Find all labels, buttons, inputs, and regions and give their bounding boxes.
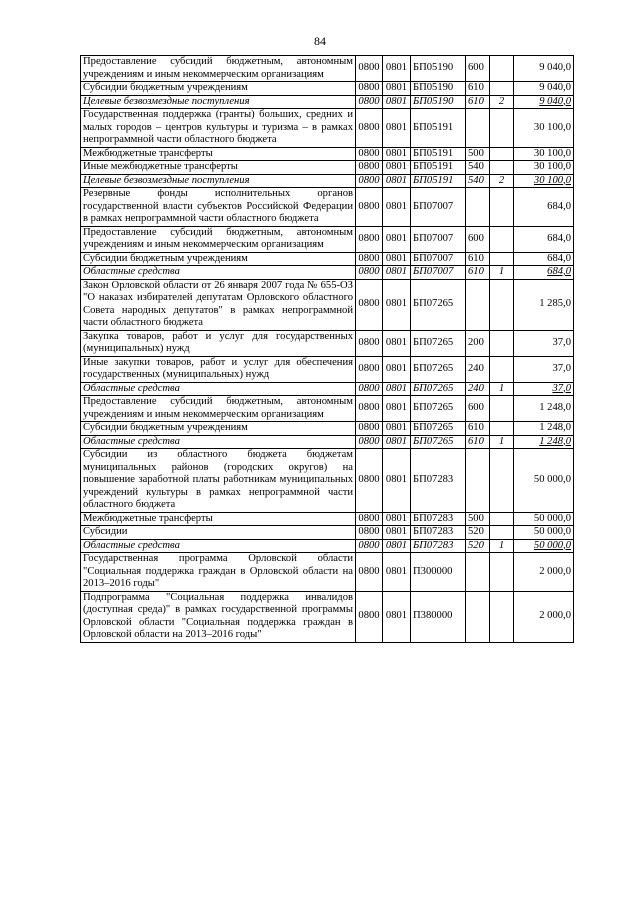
row-target-article-code: БП07265 xyxy=(411,330,466,356)
row-subsection-code: 0801 xyxy=(383,147,411,161)
row-section-code: 0800 xyxy=(356,147,383,161)
row-target-article-code: БП07007 xyxy=(411,266,466,280)
table-row xyxy=(81,147,574,161)
row-source-code xyxy=(490,330,514,356)
row-section-code: 0800 xyxy=(356,512,383,526)
row-subsection-code: 0801 xyxy=(383,174,411,188)
row-name-cell: Резервные фонды исполнительных органов государственной власти субъектов Российской Федерации в рамках непрограммной части областного бюджета xyxy=(81,188,356,227)
table-row xyxy=(81,188,574,227)
row-expense-type-code: 610 xyxy=(466,422,490,436)
row-section-code: 0800 xyxy=(356,161,383,175)
table-row xyxy=(81,591,574,642)
row-name-cell: Целевые безвозмездные поступления xyxy=(81,174,356,188)
row-subsection-code: 0801 xyxy=(383,591,411,642)
row-target-article-code: БП07007 xyxy=(411,252,466,266)
row-section-code: 0800 xyxy=(356,396,383,422)
row-subsection-code: 0801 xyxy=(383,56,411,82)
row-source-code: 2 xyxy=(490,95,514,109)
row-name-cell: Иные закупки товаров, работ и услуг для обеспечения государственных (муниципальных) нужд xyxy=(81,356,356,382)
row-subsection-code: 0801 xyxy=(383,161,411,175)
table-row xyxy=(81,539,574,553)
row-section-code: 0800 xyxy=(356,109,383,148)
row-target-article-code: БП05190 xyxy=(411,95,466,109)
row-expense-type-code: 540 xyxy=(466,161,490,175)
row-name-cell: Иные межбюджетные трансферты xyxy=(81,161,356,175)
row-name-cell: Предоставление субсидий бюджетным, автономным учреждениям и иным некоммерческим организациям xyxy=(81,226,356,252)
table-row xyxy=(81,526,574,540)
row-section-code: 0800 xyxy=(356,266,383,280)
table-row xyxy=(81,174,574,188)
row-section-code: 0800 xyxy=(356,226,383,252)
row-expense-type-code: 200 xyxy=(466,330,490,356)
row-target-article-code: БП07265 xyxy=(411,279,466,330)
row-name-cell: Закон Орловской области от 26 января 2007 года № 655-ОЗ "О наказах избирателей депутатам Орловского областного Совета народных депутатов" в рамках непрограммной части областного бюджета xyxy=(81,279,356,330)
row-section-code: 0800 xyxy=(356,356,383,382)
row-target-article-code: БП07283 xyxy=(411,449,466,513)
row-source-code xyxy=(490,422,514,436)
row-subsection-code: 0801 xyxy=(383,252,411,266)
row-target-article-code: БП05191 xyxy=(411,147,466,161)
row-source-code xyxy=(490,252,514,266)
row-source-code: 1 xyxy=(490,266,514,280)
row-subsection-code: 0801 xyxy=(383,422,411,436)
table-row xyxy=(81,161,574,175)
table-row xyxy=(81,82,574,96)
budget-table xyxy=(80,55,574,643)
row-target-article-code: БП07265 xyxy=(411,356,466,382)
row-section-code: 0800 xyxy=(356,174,383,188)
row-source-code xyxy=(490,356,514,382)
row-name-cell: Предоставление субсидий бюджетным, автономным учреждениям и иным некоммерческим организациям xyxy=(81,56,356,82)
row-section-code: 0800 xyxy=(356,382,383,396)
row-amount: 9 040,0 xyxy=(514,56,574,82)
row-target-article-code: БП07283 xyxy=(411,512,466,526)
row-name-cell: Государственная поддержка (гранты) больших, средних и малых городов – центров культуры и туризма – в рамках непрограммной части областного бюджета xyxy=(81,109,356,148)
row-section-code: 0800 xyxy=(356,526,383,540)
table-row xyxy=(81,252,574,266)
row-expense-type-code: 520 xyxy=(466,539,490,553)
row-subsection-code: 0801 xyxy=(383,526,411,540)
row-name-cell: Межбюджетные трансферты xyxy=(81,147,356,161)
row-subsection-code: 0801 xyxy=(383,95,411,109)
row-source-code xyxy=(490,512,514,526)
row-source-code xyxy=(490,147,514,161)
row-expense-type-code: 610 xyxy=(466,252,490,266)
table-row xyxy=(81,449,574,513)
table-row xyxy=(81,266,574,280)
row-target-article-code: П380000 xyxy=(411,591,466,642)
row-expense-type-code xyxy=(466,591,490,642)
row-section-code: 0800 xyxy=(356,279,383,330)
row-source-code xyxy=(490,226,514,252)
row-name-cell: Подпрограмма "Социальная поддержка инвалидов (доступная среда)" в рамках государственной программы Орловской области "Социальная поддержка граждан в Орловской области на 2013–2016 годы" xyxy=(81,591,356,642)
row-amount: 1 248,0 xyxy=(514,435,574,449)
row-target-article-code: БП07283 xyxy=(411,526,466,540)
row-target-article-code: БП07007 xyxy=(411,188,466,227)
row-amount: 30 100,0 xyxy=(514,161,574,175)
row-subsection-code: 0801 xyxy=(383,330,411,356)
page-number: 84 xyxy=(314,34,326,48)
row-amount: 684,0 xyxy=(514,226,574,252)
budget-table-body xyxy=(81,56,574,643)
row-expense-type-code: 600 xyxy=(466,396,490,422)
row-name-cell: Предоставление субсидий бюджетным, автономным учреждениям и иным некоммерческим организациям xyxy=(81,396,356,422)
row-source-code xyxy=(490,449,514,513)
row-expense-type-code: 500 xyxy=(466,512,490,526)
row-section-code: 0800 xyxy=(356,95,383,109)
row-amount: 37,0 xyxy=(514,382,574,396)
row-source-code xyxy=(490,56,514,82)
row-subsection-code: 0801 xyxy=(383,226,411,252)
row-subsection-code: 0801 xyxy=(383,279,411,330)
row-name-cell: Областные средства xyxy=(81,435,356,449)
row-target-article-code: БП07265 xyxy=(411,396,466,422)
row-expense-type-code xyxy=(466,188,490,227)
row-subsection-code: 0801 xyxy=(383,109,411,148)
row-subsection-code: 0801 xyxy=(383,512,411,526)
row-expense-type-code xyxy=(466,553,490,592)
row-subsection-code: 0801 xyxy=(383,188,411,227)
table-row xyxy=(81,382,574,396)
row-expense-type-code: 540 xyxy=(466,174,490,188)
row-target-article-code: БП07265 xyxy=(411,422,466,436)
row-amount: 30 100,0 xyxy=(514,147,574,161)
row-expense-type-code: 500 xyxy=(466,147,490,161)
table-row xyxy=(81,226,574,252)
row-source-code xyxy=(490,109,514,148)
row-name-cell: Государственная программа Орловской области "Социальная поддержка граждан в Орловской области на 2013–2016 годы" xyxy=(81,553,356,592)
row-expense-type-code xyxy=(466,449,490,513)
row-name-cell: Областные средства xyxy=(81,266,356,280)
row-section-code: 0800 xyxy=(356,553,383,592)
row-source-code xyxy=(490,553,514,592)
row-expense-type-code: 610 xyxy=(466,435,490,449)
row-section-code: 0800 xyxy=(356,330,383,356)
table-row xyxy=(81,95,574,109)
row-section-code: 0800 xyxy=(356,188,383,227)
row-amount: 30 100,0 xyxy=(514,174,574,188)
table-row xyxy=(81,396,574,422)
row-target-article-code: БП05191 xyxy=(411,161,466,175)
row-section-code: 0800 xyxy=(356,435,383,449)
row-subsection-code: 0801 xyxy=(383,449,411,513)
row-target-article-code: БП05190 xyxy=(411,56,466,82)
row-target-article-code: БП05191 xyxy=(411,174,466,188)
row-name-cell: Закупка товаров, работ и услуг для государственных (муниципальных) нужд xyxy=(81,330,356,356)
row-name-cell: Межбюджетные трансферты xyxy=(81,512,356,526)
row-section-code: 0800 xyxy=(356,539,383,553)
table-row xyxy=(81,422,574,436)
table-row xyxy=(81,356,574,382)
row-expense-type-code: 520 xyxy=(466,526,490,540)
row-subsection-code: 0801 xyxy=(383,382,411,396)
row-name-cell: Субсидии xyxy=(81,526,356,540)
row-expense-type-code: 610 xyxy=(466,95,490,109)
row-subsection-code: 0801 xyxy=(383,266,411,280)
row-amount: 50 000,0 xyxy=(514,539,574,553)
row-source-code xyxy=(490,526,514,540)
table-row xyxy=(81,109,574,148)
row-source-code xyxy=(490,396,514,422)
row-name-cell: Областные средства xyxy=(81,382,356,396)
row-expense-type-code: 240 xyxy=(466,356,490,382)
row-amount: 684,0 xyxy=(514,188,574,227)
row-name-cell: Субсидии из областного бюджета бюджетам муниципальных районов (городских округов) на повышение заработной платы работникам муниципальных учреждений культуры в рамках непрограммной части областного бюджета xyxy=(81,449,356,513)
row-source-code xyxy=(490,591,514,642)
row-section-code: 0800 xyxy=(356,82,383,96)
row-section-code: 0800 xyxy=(356,252,383,266)
row-name-cell: Субсидии бюджетным учреждениям xyxy=(81,422,356,436)
row-name-cell: Субсидии бюджетным учреждениям xyxy=(81,82,356,96)
row-name-cell: Областные средства xyxy=(81,539,356,553)
row-amount: 37,0 xyxy=(514,356,574,382)
row-amount: 50 000,0 xyxy=(514,526,574,540)
row-source-code xyxy=(490,188,514,227)
row-name-cell: Целевые безвозмездные поступления xyxy=(81,95,356,109)
row-section-code: 0800 xyxy=(356,591,383,642)
row-source-code: 1 xyxy=(490,435,514,449)
row-name-cell: Субсидии бюджетным учреждениям xyxy=(81,252,356,266)
row-source-code: 1 xyxy=(490,539,514,553)
row-amount: 9 040,0 xyxy=(514,95,574,109)
row-amount: 1 248,0 xyxy=(514,422,574,436)
row-amount: 30 100,0 xyxy=(514,109,574,148)
row-target-article-code: БП05190 xyxy=(411,82,466,96)
row-source-code xyxy=(490,161,514,175)
row-expense-type-code: 600 xyxy=(466,56,490,82)
row-source-code: 2 xyxy=(490,174,514,188)
row-expense-type-code xyxy=(466,279,490,330)
row-target-article-code: П300000 xyxy=(411,553,466,592)
row-source-code xyxy=(490,82,514,96)
row-amount: 37,0 xyxy=(514,330,574,356)
row-subsection-code: 0801 xyxy=(383,356,411,382)
row-expense-type-code: 600 xyxy=(466,226,490,252)
row-expense-type-code: 610 xyxy=(466,82,490,96)
table-row xyxy=(81,56,574,82)
row-subsection-code: 0801 xyxy=(383,396,411,422)
row-section-code: 0800 xyxy=(356,422,383,436)
row-subsection-code: 0801 xyxy=(383,553,411,592)
row-amount: 9 040,0 xyxy=(514,82,574,96)
table-row xyxy=(81,330,574,356)
row-amount: 1 285,0 xyxy=(514,279,574,330)
row-amount: 684,0 xyxy=(514,252,574,266)
row-amount: 684,0 xyxy=(514,266,574,280)
row-expense-type-code: 610 xyxy=(466,266,490,280)
row-amount: 50 000,0 xyxy=(514,449,574,513)
row-amount: 50 000,0 xyxy=(514,512,574,526)
row-target-article-code: БП07265 xyxy=(411,382,466,396)
table-row xyxy=(81,512,574,526)
row-section-code: 0800 xyxy=(356,449,383,513)
table-row xyxy=(81,279,574,330)
row-target-article-code: БП07283 xyxy=(411,539,466,553)
table-row xyxy=(81,435,574,449)
row-amount: 2 000,0 xyxy=(514,591,574,642)
row-expense-type-code: 240 xyxy=(466,382,490,396)
row-subsection-code: 0801 xyxy=(383,539,411,553)
row-amount: 1 248,0 xyxy=(514,396,574,422)
row-expense-type-code xyxy=(466,109,490,148)
row-amount: 2 000,0 xyxy=(514,553,574,592)
row-target-article-code: БП07007 xyxy=(411,226,466,252)
row-target-article-code: БП07265 xyxy=(411,435,466,449)
row-subsection-code: 0801 xyxy=(383,435,411,449)
row-source-code xyxy=(490,279,514,330)
row-subsection-code: 0801 xyxy=(383,82,411,96)
row-source-code: 1 xyxy=(490,382,514,396)
row-section-code: 0800 xyxy=(356,56,383,82)
row-target-article-code: БП05191 xyxy=(411,109,466,148)
table-row xyxy=(81,553,574,592)
